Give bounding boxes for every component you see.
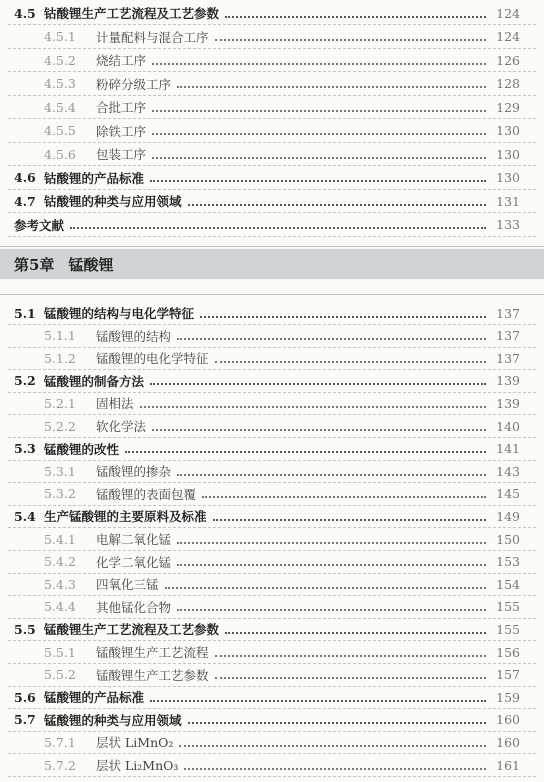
- dot-leader: [177, 337, 486, 340]
- entry-number: 4.6: [14, 170, 36, 185]
- dot-leader: [140, 405, 486, 408]
- dot-leader: [177, 541, 486, 544]
- dot-leader: [150, 382, 486, 385]
- entry-title: 锰酸锂的结构: [96, 328, 172, 344]
- entry-number: 5.4.1: [44, 531, 76, 547]
- toc-subsection-entry[interactable]: [0, 573, 544, 595]
- entry-number: 4.5.3: [44, 76, 76, 91]
- band-bottom-line: [0, 294, 544, 295]
- dot-leader: [152, 156, 486, 159]
- entry-number: 5.3: [14, 441, 36, 457]
- page-number: 154: [496, 576, 520, 592]
- page-number: 143: [496, 463, 520, 479]
- entry-number: 5.6: [14, 689, 36, 705]
- toc-section-entry[interactable]: [0, 214, 544, 236]
- page-number: 137: [496, 328, 520, 344]
- dot-leader: [202, 495, 486, 498]
- toc-subsection-entry[interactable]: [0, 73, 544, 95]
- toc-subsection-entry[interactable]: [0, 641, 544, 663]
- entry-number: 5.5.2: [44, 667, 76, 683]
- entry-title: 生产锰酸锂的主要原料及标准: [44, 509, 207, 525]
- entry-title: 四氧化三锰: [96, 577, 159, 593]
- entry-title: 锰酸锂生产工艺参数: [96, 667, 209, 683]
- dot-leader: [150, 699, 486, 702]
- page-number: 150: [496, 531, 520, 547]
- toc-subsection-entry[interactable]: [0, 754, 544, 776]
- entry-number: 4.5.5: [44, 123, 76, 138]
- toc-section-entry[interactable]: [0, 709, 544, 731]
- entry-number: 5.2.1: [44, 395, 76, 411]
- dot-leader: [213, 518, 486, 521]
- page-number: 129: [496, 99, 520, 115]
- page-number: 130: [496, 146, 520, 162]
- page-number: 124: [496, 5, 520, 21]
- dot-leader: [177, 473, 486, 476]
- dot-leader: [177, 85, 486, 88]
- dot-leader: [188, 203, 486, 206]
- entry-number: 5.4: [14, 508, 36, 524]
- toc-subsection-entry[interactable]: [0, 528, 544, 550]
- entry-number: 4.5.2: [44, 52, 76, 68]
- dot-leader: [215, 676, 486, 679]
- page-number: 130: [496, 170, 520, 185]
- entry-number: 5.2: [14, 373, 36, 389]
- entry-title: 锰酸锂生产工艺流程及工艺参数: [44, 622, 220, 638]
- chapter-number: 第5章: [14, 255, 55, 274]
- entry-title: 包装工序: [96, 147, 147, 162]
- entry-title: 钴酸锂的种类与应用领域: [44, 194, 182, 209]
- entry-number: 5.4.4: [44, 599, 76, 615]
- dot-leader: [200, 315, 486, 318]
- toc-subsection-entry[interactable]: [0, 664, 544, 686]
- dot-leader: [152, 132, 486, 135]
- dot-leader: [215, 360, 486, 363]
- entry-number: 5.3.2: [44, 486, 76, 502]
- toc-section-entry[interactable]: [0, 686, 544, 708]
- page-number: 157: [496, 667, 520, 683]
- toc-subsection-entry[interactable]: [0, 325, 544, 347]
- toc-subsection-entry[interactable]: [0, 120, 544, 142]
- toc-subsection-entry[interactable]: [0, 347, 544, 369]
- toc-subsection-entry[interactable]: [0, 731, 544, 753]
- entry-title: 参考文献: [14, 217, 65, 233]
- toc-subsection-entry[interactable]: [0, 49, 544, 71]
- page-number: 156: [496, 644, 520, 660]
- toc-section-entry[interactable]: [0, 370, 544, 392]
- toc-subsection-entry[interactable]: [0, 143, 544, 165]
- dot-leader: [184, 767, 486, 770]
- entry-title: 钴酸锂生产工艺流程及工艺参数: [44, 6, 220, 21]
- dot-leader: [179, 744, 486, 747]
- entry-title: 层状 LiMnO₂: [96, 735, 174, 751]
- entry-title: 除铁工序: [96, 123, 147, 139]
- entry-title: 锰酸锂的电化学特征: [96, 351, 209, 367]
- entry-number: 5.5.1: [44, 644, 76, 660]
- entry-number: 5.7: [14, 712, 36, 728]
- entry-title: 锰酸锂的产品标准: [44, 690, 145, 706]
- entry-number: 5.1.2: [44, 350, 76, 366]
- entry-title: 锰酸锂的结构与电化学特征: [44, 306, 195, 321]
- entry-number: 5.1: [14, 305, 36, 321]
- page-number: 130: [496, 123, 520, 138]
- entry-number: 5.7.2: [44, 757, 76, 773]
- page-number: 137: [496, 350, 520, 366]
- row-divider: [8, 236, 536, 238]
- entry-number: 4.5.1: [44, 29, 76, 44]
- entry-number: 5.4.2: [44, 554, 76, 570]
- entry-number: 5.2.2: [44, 418, 76, 434]
- toc-section-entry[interactable]: [0, 505, 544, 527]
- dot-leader: [215, 654, 486, 657]
- toc-section-entry[interactable]: [0, 190, 544, 212]
- entry-title: 层状 Li₂MnO₃: [96, 758, 179, 773]
- band-top-line: [0, 246, 544, 247]
- page-number: 131: [496, 193, 520, 209]
- entry-title: 其他锰化合物: [96, 599, 172, 615]
- entry-title: 合批工序: [96, 100, 147, 115]
- entry-title: 钴酸锂的产品标准: [44, 170, 145, 186]
- row-divider: [8, 776, 536, 778]
- toc-section-entry[interactable]: [0, 438, 544, 460]
- page-number: 139: [496, 373, 520, 389]
- page-number: 159: [496, 689, 520, 705]
- entry-number: 5.3.1: [44, 463, 76, 479]
- entry-title: 锰酸锂的掺杂: [96, 464, 172, 480]
- dot-leader: [225, 631, 486, 634]
- page-number: 133: [496, 217, 520, 232]
- entry-number: 4.5.6: [44, 146, 76, 162]
- toc-subsection-entry[interactable]: [0, 460, 544, 482]
- page-number: 160: [496, 712, 520, 728]
- page-number: 145: [496, 486, 520, 502]
- dot-leader: [225, 15, 486, 18]
- dot-leader: [152, 62, 486, 65]
- toc-subsection-entry[interactable]: [0, 551, 544, 573]
- page-number: 155: [496, 621, 520, 637]
- entry-number: 5.4.3: [44, 576, 76, 592]
- entry-number: 4.5: [14, 5, 36, 21]
- entry-number: 5.7.1: [44, 734, 76, 750]
- toc-section-entry[interactable]: [0, 2, 544, 24]
- dot-leader: [152, 109, 486, 112]
- dot-leader: [188, 721, 486, 724]
- entry-title: 锰酸锂的制备方法: [44, 373, 145, 389]
- toc-subsection-entry[interactable]: [0, 596, 544, 618]
- dot-leader: [70, 226, 486, 229]
- dot-leader: [125, 450, 486, 453]
- toc-subsection-entry[interactable]: [0, 96, 544, 118]
- entry-title: 锰酸锂的表面包覆: [96, 486, 197, 502]
- entry-number: 4.7: [14, 193, 36, 209]
- dot-leader: [215, 38, 486, 41]
- entry-title: 计量配料与混合工序: [96, 29, 209, 45]
- page-number: 139: [496, 395, 520, 411]
- entry-number: 4.5.4: [44, 99, 76, 115]
- entry-title: 粉碎分级工序: [96, 76, 172, 92]
- entry-title: 软化学法: [96, 419, 147, 434]
- entry-title: 锰酸锂的种类与应用领域: [44, 712, 182, 728]
- page-number: 137: [496, 305, 520, 321]
- chapter-heading: [0, 249, 544, 279]
- page-number: 126: [496, 52, 520, 68]
- page-number: 141: [496, 441, 520, 457]
- page-number: 161: [496, 757, 520, 773]
- toc-subsection-entry[interactable]: [0, 26, 544, 48]
- entry-number: 5.1.1: [44, 328, 76, 344]
- entry-title: 锰酸锂的改性: [44, 441, 120, 457]
- entry-title: 烧结工序: [96, 53, 147, 68]
- dot-leader: [177, 563, 486, 566]
- toc-section-entry[interactable]: [0, 618, 544, 640]
- page-number: 153: [496, 554, 520, 570]
- dot-leader: [165, 586, 486, 589]
- page-number: 160: [496, 734, 520, 750]
- page-number: 124: [496, 29, 520, 44]
- entry-title: 锰酸锂生产工艺流程: [96, 645, 209, 660]
- dot-leader: [150, 179, 486, 182]
- page-number: 128: [496, 76, 520, 91]
- chapter-title: 锰酸锂: [68, 255, 114, 274]
- toc-section-entry[interactable]: [0, 302, 544, 324]
- dot-leader: [177, 608, 486, 611]
- entry-title: 电解二氧化锰: [96, 532, 172, 547]
- page-number: 155: [496, 599, 520, 615]
- toc-subsection-entry[interactable]: [0, 415, 544, 437]
- page-number: 140: [496, 418, 520, 434]
- entry-title: 化学二氧化锰: [96, 554, 172, 570]
- toc-subsection-entry[interactable]: [0, 483, 544, 505]
- page-number: 149: [496, 508, 520, 524]
- entry-number: 5.5: [14, 621, 36, 637]
- dot-leader: [152, 428, 486, 431]
- entry-title: 固相法: [96, 396, 134, 412]
- toc-subsection-entry[interactable]: [0, 392, 544, 414]
- toc-section-entry[interactable]: [0, 167, 544, 189]
